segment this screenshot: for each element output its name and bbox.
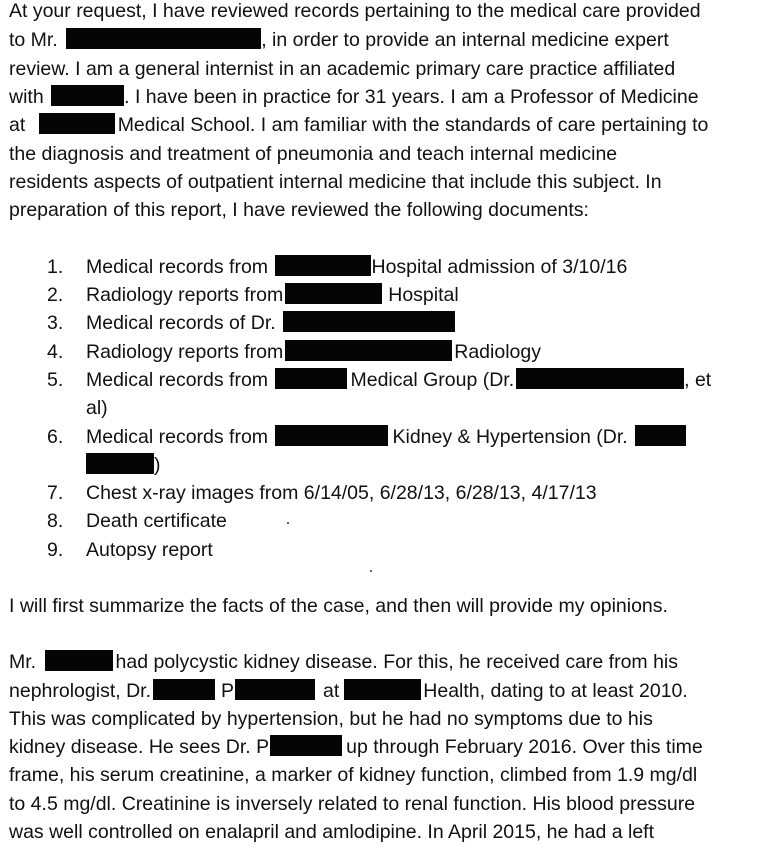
text-line bbox=[9, 111, 708, 139]
list-text bbox=[86, 281, 459, 309]
text-fragment: at bbox=[9, 114, 26, 136]
redaction-box bbox=[275, 368, 347, 389]
list-text-continuation: al) bbox=[86, 397, 108, 419]
redaction-box bbox=[344, 679, 421, 700]
text-line: review. I am a general internist in an academic primary care practice affiliated bbox=[9, 58, 676, 80]
text-line: to 4.5 mg/dl. Creatinine is inversely related to renal function. His blood pressure bbox=[9, 793, 696, 815]
text-fragment: Hospital bbox=[388, 284, 459, 306]
list-number: 5. bbox=[47, 369, 64, 391]
list-text bbox=[86, 423, 686, 451]
scan-speck bbox=[287, 522, 289, 524]
text-fragment: Radiology bbox=[454, 341, 541, 363]
text-fragment: Medical School. I am familiar with the standards of care pertaining to bbox=[117, 114, 709, 136]
text-fragment: up through February 2016. Over this time bbox=[346, 736, 703, 758]
text-line: was well controlled on enalapril and amlodipine. In April 2015, he had a left bbox=[9, 821, 654, 843]
text-fragment: nephrologist, Dr. bbox=[9, 680, 151, 702]
text-fragment: Mr. bbox=[9, 651, 37, 673]
redaction-box bbox=[635, 425, 686, 446]
list-number: 2. bbox=[47, 284, 64, 306]
list-text-continuation bbox=[86, 451, 161, 479]
list-text bbox=[86, 309, 455, 337]
text-fragment: Medical records of Dr. bbox=[86, 312, 276, 334]
text-fragment: Medical records from bbox=[86, 256, 269, 278]
redaction-box bbox=[516, 368, 684, 389]
text-fragment: P bbox=[221, 680, 235, 702]
redaction-box bbox=[51, 85, 124, 106]
text-line: the diagnosis and treatment of pneumonia and teach internal medicine bbox=[9, 143, 618, 165]
text-fragment: Health, dating to at least 2010. bbox=[423, 680, 688, 702]
text-line bbox=[9, 677, 688, 705]
redaction-box bbox=[285, 340, 452, 361]
text-line: frame, his serum creatinine, a marker of kidney function, climbed from 1.9 mg/dl bbox=[9, 764, 698, 786]
scan-speck bbox=[370, 570, 372, 572]
text-fragment: ) bbox=[154, 454, 161, 476]
text-fragment: Radiology reports from bbox=[86, 341, 284, 363]
text-fragment: Hospital admission of 3/10/16 bbox=[371, 256, 628, 278]
text-fragment: Radiology reports from bbox=[86, 284, 284, 306]
text-line bbox=[9, 648, 678, 676]
redaction-box bbox=[270, 735, 342, 756]
redaction-box bbox=[275, 255, 371, 276]
redaction-box bbox=[66, 28, 261, 49]
list-text: Autopsy report bbox=[86, 539, 213, 561]
list-text bbox=[86, 366, 711, 394]
text-fragment: Medical Group (Dr. bbox=[350, 369, 515, 391]
redaction-box bbox=[285, 283, 382, 304]
text-fragment: kidney disease. He sees Dr. P bbox=[9, 736, 270, 758]
text-line bbox=[9, 83, 699, 111]
list-number: 3. bbox=[47, 312, 64, 334]
list-number: 6. bbox=[47, 426, 64, 448]
redaction-box bbox=[275, 425, 388, 446]
list-number: 4. bbox=[47, 341, 64, 363]
text-fragment: Medical records from bbox=[86, 369, 269, 391]
text-fragment: , in order to provide an internal medicine expert bbox=[261, 29, 669, 51]
redaction-box bbox=[153, 679, 215, 700]
text-fragment: at bbox=[323, 680, 340, 702]
text-fragment: Medical records from bbox=[86, 426, 269, 448]
text-line: residents aspects of outpatient internal medicine that include this subject. In bbox=[9, 171, 662, 193]
list-number: 8. bbox=[47, 510, 64, 532]
text-fragment: Kidney & Hypertension (Dr. bbox=[392, 426, 628, 448]
redaction-box bbox=[86, 453, 154, 474]
redaction-box bbox=[283, 311, 455, 332]
list-text: Death certificate bbox=[86, 510, 227, 532]
text-line: This was complicated by hypertension, but he had no symptoms due to his bbox=[9, 708, 653, 730]
text-fragment: had polycystic kidney disease. For this, he received care from his bbox=[115, 651, 679, 673]
text-line bbox=[9, 733, 703, 761]
text-line: preparation of this report, I have reviewed the following documents: bbox=[9, 199, 589, 221]
text-fragment: . I have been in practice for 31 years. I am a Professor of Medicine bbox=[124, 86, 699, 108]
text-fragment: , et bbox=[684, 369, 712, 391]
redaction-box bbox=[39, 113, 115, 134]
list-number: 7. bbox=[47, 482, 64, 504]
redaction-box bbox=[235, 679, 315, 700]
list-number: 9. bbox=[47, 539, 64, 561]
text-fragment: to Mr. bbox=[9, 29, 58, 51]
text-line: I will first summarize the facts of the case, and then will provide my opinions. bbox=[9, 595, 668, 617]
redaction-box bbox=[45, 650, 113, 671]
text-fragment: with bbox=[9, 86, 44, 108]
list-text bbox=[86, 253, 627, 281]
list-text bbox=[86, 338, 541, 366]
text-line bbox=[9, 26, 669, 54]
list-number: 1. bbox=[47, 256, 64, 278]
text-line: At your request, I have reviewed records pertaining to the medical care provided bbox=[9, 0, 701, 22]
list-text: Chest x-ray images from 6/14/05, 6/28/13, 6/28/13, 4/17/13 bbox=[86, 482, 597, 504]
